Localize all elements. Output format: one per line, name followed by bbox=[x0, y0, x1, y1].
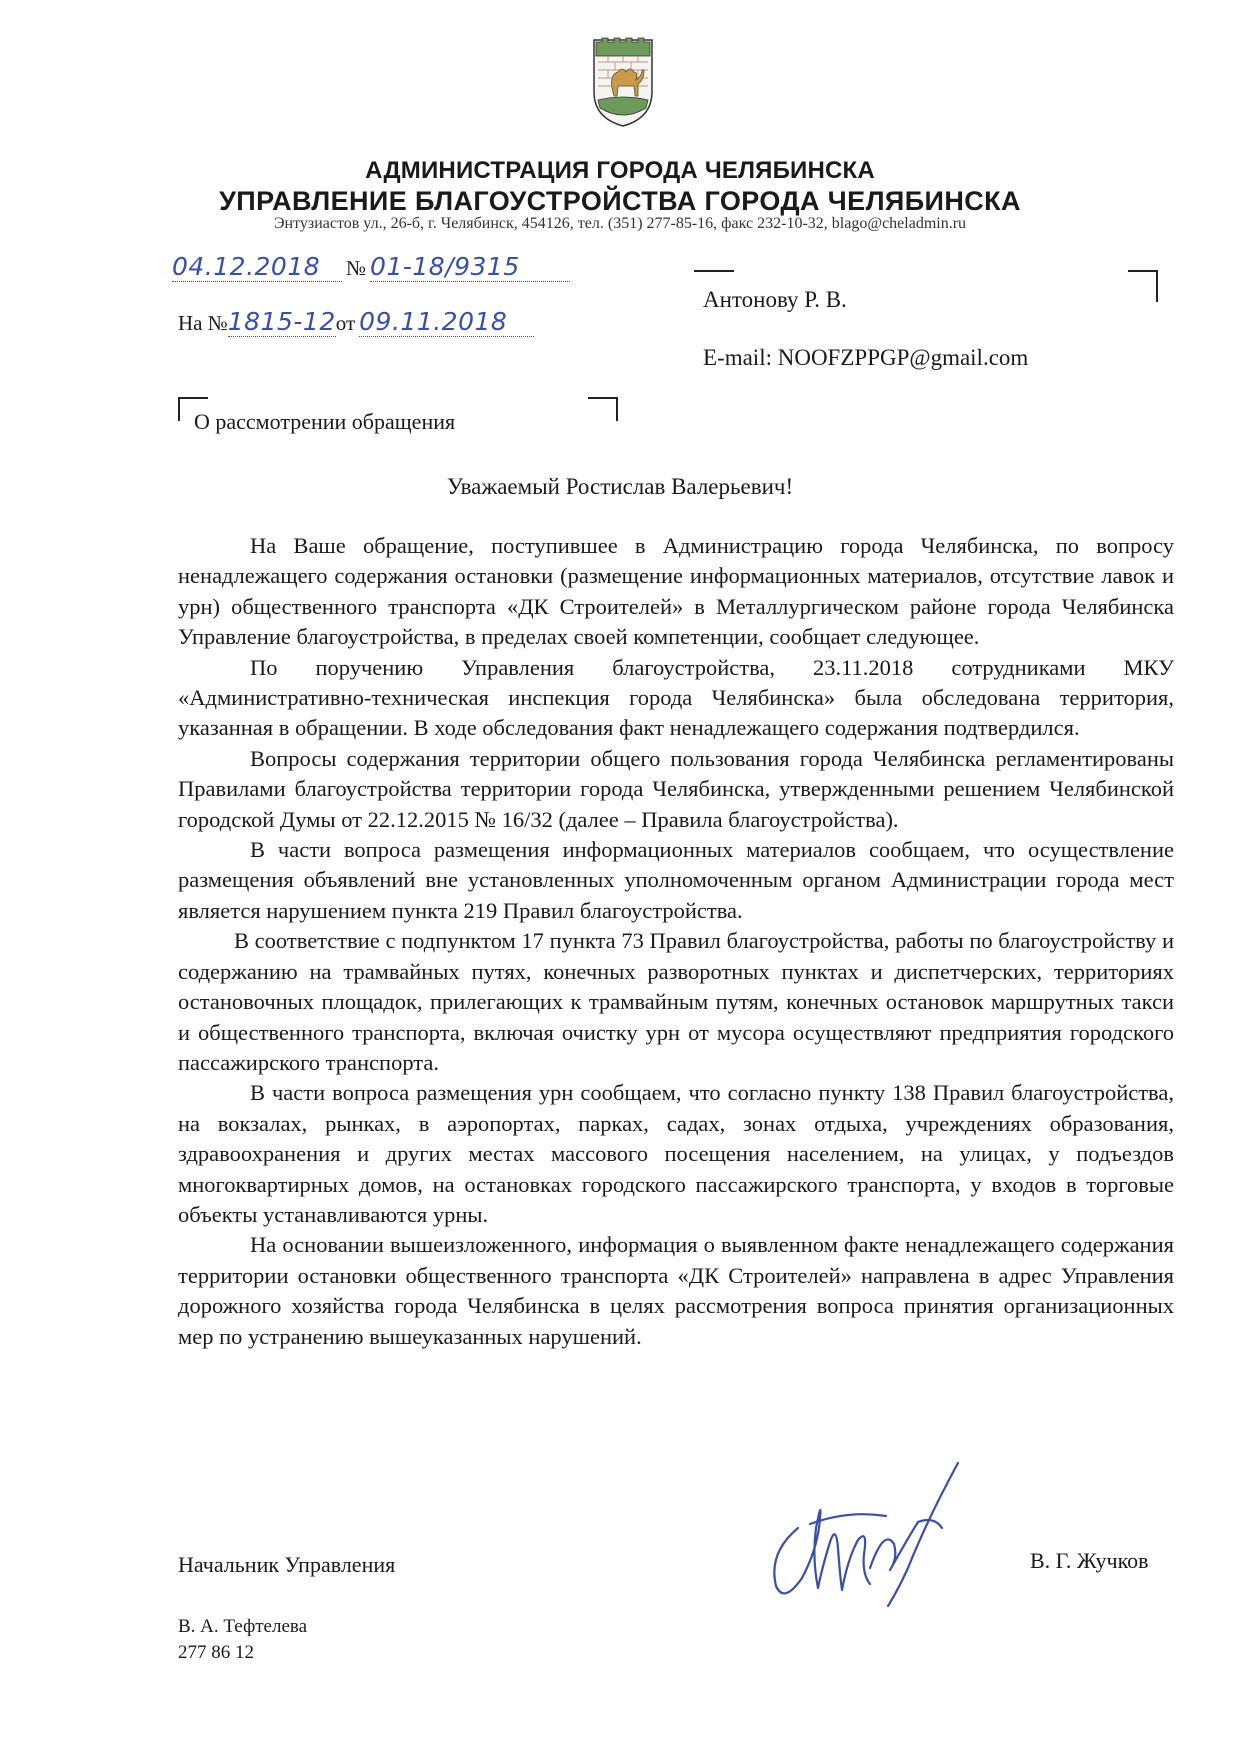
executor-block bbox=[178, 1614, 307, 1666]
reference-number: 1815-12 bbox=[227, 307, 336, 336]
body-paragraph: На Ваше обращение, поступившее в Администрацию города Челябинска, по вопросу ненадлежащего содержания остановки (размещение информационных материалов, отсутствие лавок и урн) общественного транспорта «ДК Строителей» в Металлургическом районе города Челябинска Управление благоустройства, в пределах своей компетенции, сообщает следующее. bbox=[178, 533, 1174, 650]
executor-name: В. А. Тефтелева bbox=[178, 1616, 308, 1637]
outgoing-date: 04.12.2018 bbox=[172, 252, 342, 282]
registration-line bbox=[172, 252, 570, 282]
executor-phone: 277 86 12 bbox=[178, 1642, 254, 1663]
reference-line bbox=[178, 307, 534, 337]
salutation: Уважаемый Ростислав Валерьевич! bbox=[446, 474, 794, 499]
handwritten-signature bbox=[758, 1458, 988, 1608]
signer-name: В. Г. Жучков bbox=[1030, 1548, 1149, 1573]
letter-body bbox=[178, 531, 1174, 1352]
reference-from-label: от bbox=[335, 311, 356, 335]
subject-corner-mark-right bbox=[588, 397, 618, 421]
department-name: УПРАВЛЕНИЕ БЛАГОУСТРОЙСТВА ГОРОДА ЧЕЛЯБИНСКА bbox=[219, 186, 1021, 216]
recipient-email: E-mail: NOOFZPPGP@gmail.com bbox=[703, 345, 1029, 370]
contact-address: Энтузиастов ул., 26-б, г. Челябинск, 454126, тел. (351) 277-85-16, факс 232-10-32, blago@cheladmin.ru bbox=[273, 215, 967, 232]
body-paragraph: В соответствие с подпунктом 17 пункта 73 Правил благоустройства, работы по благоустройству и содержанию на трамвайных путях, конечных разворотных пунктах и диспетчерских, территориях остановочных площадок, прилегающих к трамвайным путям, конечных остановок маршрутных такси и общественного транспорта, включая очистку урн от мусора осуществляют предприятия городского пассажирского транспорта. bbox=[178, 928, 1174, 1075]
number-label: № bbox=[346, 256, 367, 280]
body-paragraph: В части вопроса размещения урн сообщаем, что согласно пункту 138 Правил благоустройства, на вокзалах, рынках, в аэропортах, парках, садах, зонах отдыха, учреждениях образования, здравоохранения и других местах массового посещения населением, на улицах, у подъездов многоквартирных домов, на остановках городского пассажирского транспорта, у входов в торговые объекты устанавливаются урны. bbox=[178, 1080, 1174, 1227]
recipient-name: Антонову Р. В. bbox=[703, 287, 847, 312]
letter-subject: О рассмотрении обращения bbox=[194, 409, 456, 434]
organization-name: АДМИНИСТРАЦИЯ ГОРОДА ЧЕЛЯБИНСКА bbox=[365, 157, 875, 184]
reference-date: 09.11.2018 bbox=[359, 307, 534, 337]
recipient-corner-mark-right bbox=[1128, 270, 1158, 302]
reference-prefix: На № bbox=[178, 311, 228, 335]
outgoing-number: 01-18/9315 bbox=[370, 252, 570, 282]
body-paragraph: В части вопроса размещения информационных материалов сообщаем, что осуществление размещения объявлений вне установленных уполномоченным органом Администрации города мест является нарушением пункта 219 Правил благоустройства. bbox=[178, 837, 1174, 923]
body-paragraph: По поручению Управления благоустройства, 23.11.2018 сотрудниками МКУ «Административно-техническая инспекция города Челябинска» была обследована территория, указанная в обращении. В ходе обследования факт ненадлежащего содержания подтвердился. bbox=[178, 654, 1174, 741]
body-paragraph: Вопросы содержания территории общего пользования города Челябинска регламентированы Правилами благоустройства территории города Челябинска, утвержденными решением Челябинской городской Думы от 22.12.2015 № 16/32 (далее – Правила благоустройства). bbox=[178, 745, 1174, 832]
recipient-corner-mark-left bbox=[694, 270, 734, 272]
coat-of-arms-icon bbox=[588, 30, 658, 130]
body-paragraph: На основании вышеизложенного, информация о выявленном факте ненадлежащего содержания территории остановки общественного транспорта «ДК Строителей» направлена в адрес Управления дорожного хозяйства города Челябинска в целях рассмотрения вопроса принятия организационных мер по устранению вышеуказанных нарушений. bbox=[178, 1232, 1174, 1349]
signer-position: Начальник Управления bbox=[178, 1552, 396, 1577]
